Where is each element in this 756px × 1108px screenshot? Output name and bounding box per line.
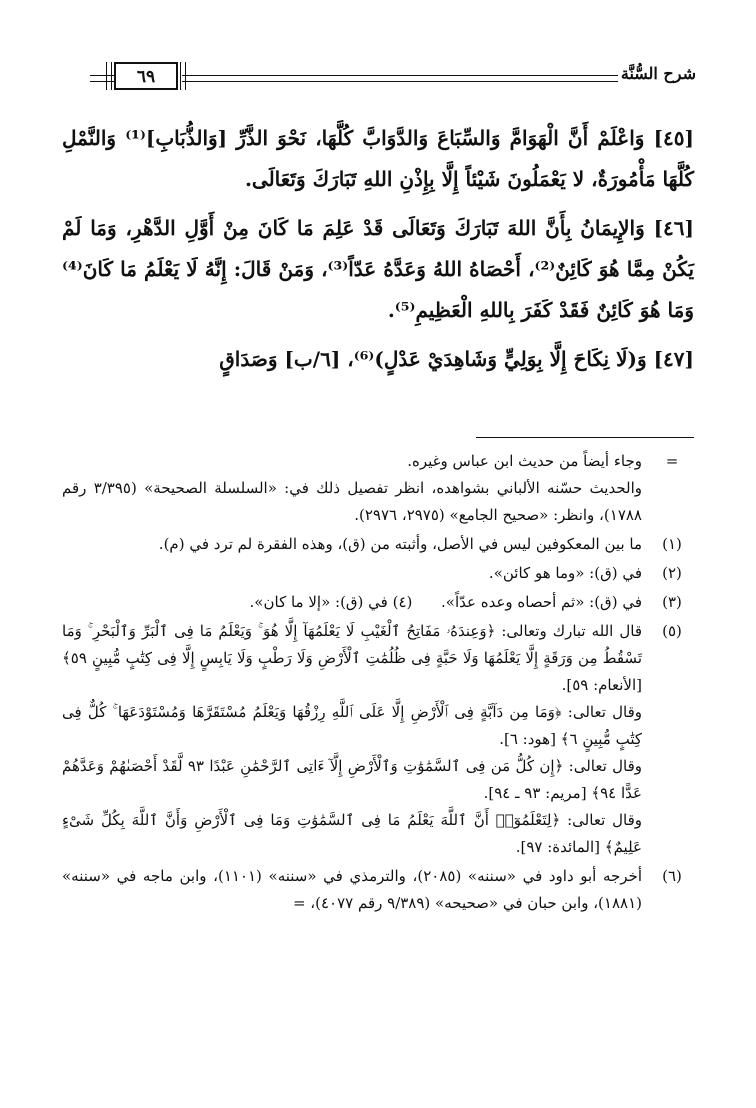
footnote-text: وقال تعالى: ﴿وَمَا مِن دَآبَّةٍ فِى ٱلْأَرْضِ إِلَّا عَلَى ٱللَّهِ رِزْقُهَا وَيَعْلَمُ مُسْتَقَرَّهَا وَمُسْتَوْدَعَهَا ۚ كُلٌّ فِى كِتَٰبٍ مُّبِينٍ ٦﴾ [هود: ٦]. [62, 703, 642, 748]
footnote-text: ما بين المعكوفين ليس في الأصل، وأثبته من (ق)، وهذه الفقرة لم ترد في (م). [158, 535, 642, 553]
paragraph-47 [62, 339, 694, 380]
footnote-mark: (٦) [662, 867, 682, 885]
header-rule [182, 75, 618, 76]
page-header [90, 62, 696, 96]
footnote-5 [62, 618, 694, 861]
footnote-text: أخرجه أبو داود في «سننه» (٢٠٨٥)، والترمذي في «سننه» (١١٠١)، وابن ماجه في «سننه» (١٨٨١)، وابن حبان في «صحيحه» (٩/٣٨٩ رقم ٤٠٧٧)، = [62, 867, 643, 912]
footnote-text: والحديث حسّنه الألباني بشواهده، انظر تفصيل ذلك في: «السلسلة الصحيحة» (٣/٣٩٥ رقم ١٧٨٨)، وانظر: «صحيح الجامع» (٢٩٧٥، ٢٩٧٦). [62, 479, 642, 524]
page-number: ٦٩ [114, 62, 178, 90]
footnotes [62, 448, 694, 919]
paragraph-text: وَاعْلَمْ أَنَّ الْهَوَامَّ وَالسِّبَاعَ وَالدَّوَابَّ كُلَّهَا، نَحْوَ الذَّرِّ [وَالذُّبَابِ]⁽¹⁾ وَالنَّمْلِ كُلَّهَا مَأْمُورَةٌ، لا يَعْمَلُونَ شَيْئاً إِلَّا بِإِذْنِ اللهِ تَبَارَكَ وَتَعَالَى. [62, 126, 694, 191]
footnote-text: في (ق): «ثم أحصاه وعده عدّاً». (٤) في (ق): «إلا ما كان». [249, 593, 642, 611]
header-rule [182, 81, 618, 82]
paragraph-number: [٤٧] [653, 347, 694, 371]
main-text [62, 118, 694, 388]
footnote-text: في (ق): «وما هو كائن». [488, 564, 642, 582]
footnote-text: قال الله تبارك وتعالى: ﴿وَعِندَهُۥ مَفَاتِحُ ٱلْغَيْبِ لَا يَعْلَمُهَآ إِلَّا هُوَ ۚ وَيَعْلَمُ مَا فِى ٱلْبَرِّ وَٱلْبَحْرِ ۚ وَمَا تَسْقُطُ مِن وَرَقَةٍ إِلَّا يَعْلَمُهَا وَلَا حَبَّةٍ فِى ظُلُمَٰتِ ٱلْأَرْضِ وَلَا رَطْبٍ وَلَا يَابِسٍ إِلَّا فِى كِتَٰبٍ مُّبِينٍ ٥٩﴾ [الأنعام: ٥٩]. [62, 622, 642, 694]
footnote-2 [62, 560, 694, 587]
footnote-mark: (٢) [662, 564, 682, 582]
paragraph-number: [٤٦] [653, 216, 694, 240]
footnote-text: وقال تعالى: ﴿إِن كُلُّ مَن فِى ٱلسَّمَٰوَٰتِ وَٱلْأَرْضِ إِلَّآ ءَاتِى ٱلرَّحْمَٰنِ عَبْدًا ٩٣ لَّقَدْ أَحْصَىٰهُمْ وَعَدَّهُمْ عَدًّا ٩٤﴾ [مريم: ٩٣ ـ ٩٤]. [62, 757, 642, 802]
paragraph-number: [٤٥] [653, 126, 694, 150]
footnote-separator [476, 437, 694, 438]
paragraph-46 [62, 208, 694, 331]
footnote-1 [62, 531, 694, 558]
footnote-3-4 [62, 589, 694, 616]
paragraph-text: وَالإِيمَانُ بِأَنَّ اللهَ تَبَارَكَ وَتَعَالَى قَدْ عَلِمَ مَا كَانَ مِنْ أَوَّلِ الدَّهْرِ، وَمَا لَمْ يَكُنْ مِمَّا هُوَ كَائِنٌ⁽²⁾، أَحْصَاهُ اللهُ وَعَدَّهُ عَدّاً⁽³⁾، وَمَنْ قَالَ: إِنَّهُ لَا يَعْلَمُ مَا كَانَ⁽⁴⁾ وَمَا هُوَ كَائِنٌ فَقَدْ كَفَرَ بِاللهِ الْعَظِيمِ⁽⁵⁾. [62, 216, 695, 322]
running-title: شرح السُّنَّة [620, 64, 696, 83]
footnote-6 [62, 863, 694, 917]
paragraph-45 [62, 118, 694, 200]
footnote-mark: (٣) [662, 593, 682, 611]
footnote-mark: = [665, 452, 679, 470]
footnote-mark: (١) [662, 535, 682, 553]
footnote-mark: (٥) [662, 622, 682, 640]
footnote-text: وقال تعالى: ﴿لِتَعْلَمُوٓا۟ أَنَّ ٱللَّهَ يَعْلَمُ مَا فِى ٱلسَّمَٰوَٰتِ وَمَا فِى ٱلْأَرْضِ وَأَنَّ ٱللَّهَ بِكُلِّ شَىْءٍ عَلِيمٌ﴾ [المائدة: ٩٧]. [62, 811, 642, 856]
footnote-continuation [62, 448, 694, 529]
footnote-text: وجاء أيضاً من حديث ابن عباس وغيره. [407, 452, 642, 470]
paragraph-text: وَ(لَا نِكَاحَ إِلَّا بِوَلِيٍّ وَشَاهِدَيْ عَدْلٍ)⁽⁶⁾، [٦/ب] وَصَدَاقٍ [219, 347, 647, 371]
